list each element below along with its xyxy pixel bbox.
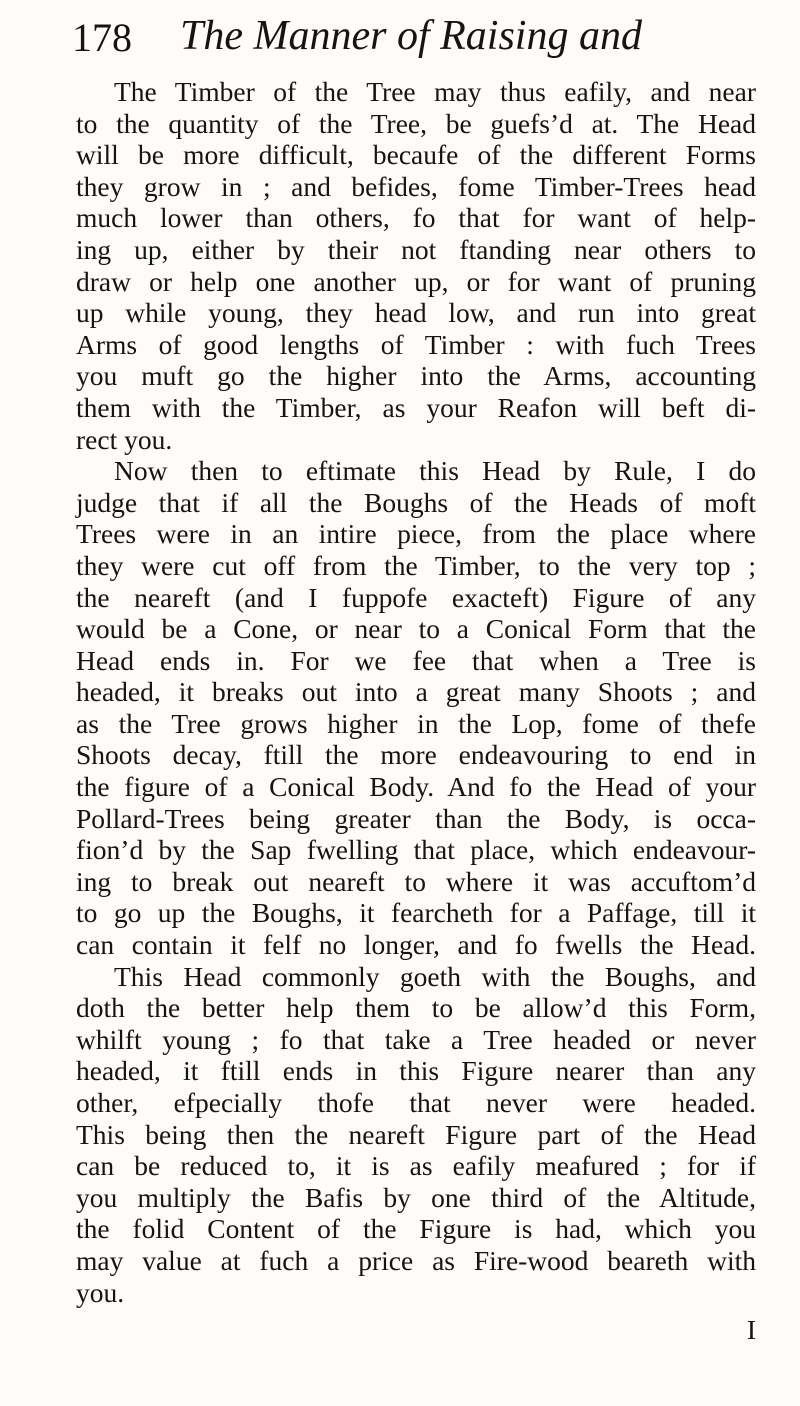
text-line: other, efpecially thofe that never were headed.: [76, 1087, 756, 1118]
text-line: you multiply the Bafis by one third of the Altitude,: [76, 1181, 756, 1213]
body-text: [76, 76, 756, 1346]
text-line: can contain it felf no longer, and fo fwells the Head.: [76, 929, 756, 961]
text-line: Arms of good lengths of Timber : with fuch Trees: [76, 328, 756, 360]
catchword: I: [746, 1314, 756, 1346]
text-line: you muft go the higher into the Arms, accounting: [76, 360, 756, 392]
page-header: [72, 8, 712, 70]
text-line: the figure of a Conical Body. And fo the Head of your: [76, 771, 756, 803]
text-line: The Timber of the Tree may thus eafily, and near: [114, 76, 756, 107]
text-line: to go up the Boughs, it fearcheth for a Paffage, till it: [76, 897, 756, 929]
text-line: This Head commonly goeth with the Boughs, and: [114, 960, 756, 992]
text-line: will be more difficult, becaufe of the different Forms: [76, 139, 756, 171]
text-line: Head ends in. For we fee that when a Tree is: [76, 644, 756, 676]
text-line: the neareft (and I fuppofe exacteft) Figure of any: [76, 581, 756, 613]
text-line: them with the Timber, as your Reafon will beft di-: [76, 391, 756, 423]
text-line: headed, it ftill ends in this Figure nearer than any: [76, 1055, 756, 1087]
text-line: up while young, they head low, and run into great: [76, 297, 756, 329]
page-number: 178: [72, 15, 132, 60]
text-line: ing to break out neareft to where it was accuftom’d: [76, 865, 756, 897]
text-line: This being then the neareft Figure part of the Head: [76, 1118, 756, 1150]
text-line: can be reduced to, it is as eafily meafured ; for if: [76, 1150, 756, 1182]
text-line: as the Tree grows higher in the Lop, fome of thefe: [76, 707, 756, 739]
text-line: you.: [76, 1276, 125, 1308]
text-line: whilft young ; fo that take a Tree headed or never: [76, 1023, 756, 1055]
text-line: Now then to eftimate this Head by Rule, I do: [114, 455, 756, 487]
text-line: draw or help one another up, or for want of pruning: [76, 265, 756, 297]
text-line: much lower than others, fo that for want of help-: [76, 202, 756, 234]
text-line: fion’d by the Sap fwelling that place, which endeavour-: [76, 834, 756, 866]
text-line: Pollard-Trees being greater than the Body, is occa-: [76, 802, 756, 834]
text-line: the folid Content of the Figure is had, which you: [76, 1213, 756, 1245]
text-line: judge that if all the Boughs of the Heads of moft: [76, 486, 756, 518]
text-line: they were cut off from the Timber, to the very top ;: [76, 549, 756, 581]
text-line: headed, it breaks out into a great many Shoots ; and: [76, 676, 756, 708]
text-line: Shoots decay, ftill the more endeavouring to end in: [76, 739, 756, 771]
text-line: they grow in ; and befides, fome Timber-Trees head: [76, 170, 756, 202]
text-line: to the quantity of the Tree, be guefs’d at. The Head: [76, 107, 756, 139]
text-line: Trees were in an intire piece, from the place where: [76, 518, 756, 550]
text-line: would be a Cone, or near to a Conical Form that the: [76, 613, 756, 645]
catchword-row: [76, 1308, 756, 1346]
text-line: ing up, either by their not ftanding near others to: [76, 233, 756, 265]
text-line: rect you.: [76, 423, 173, 455]
running-title: The Manner of Raising and: [180, 13, 642, 59]
text-line: may value at fuch a price as Fire-wood beareth with: [76, 1244, 756, 1276]
text-line: doth the better help them to be allow’d this Form,: [76, 992, 756, 1024]
